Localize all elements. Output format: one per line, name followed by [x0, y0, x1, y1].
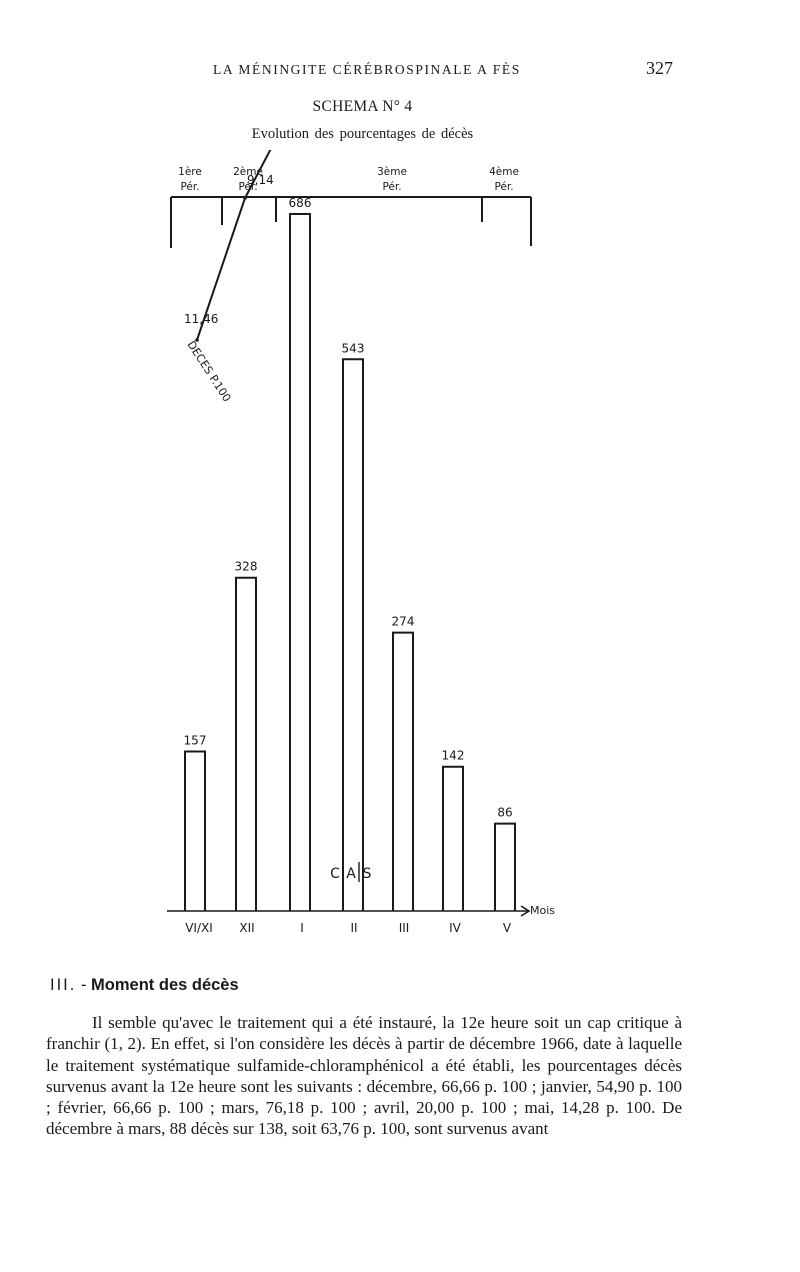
case-bar [495, 824, 515, 911]
deaths-point [243, 196, 247, 200]
period-label-bottom: Pér. [180, 181, 200, 193]
periods-bracket [171, 166, 531, 248]
case-bar [443, 767, 463, 911]
period-label-bottom: Pér. [382, 181, 402, 193]
cas-letter: S [362, 866, 372, 882]
bars-group [184, 196, 515, 911]
period-label-top: 4ème [489, 166, 519, 178]
section-number: III. [50, 976, 77, 994]
case-bar [343, 359, 363, 911]
figure-title: SCHEMA N° 4 [312, 98, 413, 115]
x-axis [167, 904, 555, 935]
x-tick-label: I [300, 921, 304, 935]
x-tick-label: II [350, 921, 358, 935]
section-title: Moment des décès [91, 976, 239, 994]
running-head [0, 58, 800, 86]
section-separator: - [80, 976, 87, 994]
x-tick-label: IV [449, 921, 461, 935]
figure-subtitle: Evolution des pourcentages de décès [251, 126, 474, 142]
case-value-label: 543 [341, 341, 365, 356]
deaths-line-group [184, 150, 522, 404]
deaths-value-label: 11,46 [184, 312, 219, 326]
deaths-line [197, 150, 505, 340]
page-number: 327 [646, 58, 673, 78]
x-tick-label: XII [239, 921, 255, 935]
section-heading [50, 976, 239, 995]
x-tick-label: V [502, 921, 512, 935]
case-value-label: 686 [288, 196, 312, 210]
deaths-value-label: 9,14 [247, 173, 274, 188]
case-bar [236, 578, 256, 911]
cas-label-group [330, 862, 371, 882]
line-series-label: DECES P.100 [184, 338, 234, 405]
case-value-label: 157 [183, 733, 207, 748]
x-tick-label: VI/XI [185, 921, 213, 935]
case-value-label: 142 [441, 748, 465, 763]
x-axis-title: Mois [530, 904, 556, 917]
case-bar [393, 633, 413, 911]
x-tick-label: III [398, 921, 410, 935]
case-bar [185, 751, 205, 911]
bar-line-chart [0, 150, 800, 950]
running-title: LA MÉNINGITE CÉRÉBROSPINALE A FÈS [213, 62, 521, 77]
case-bar [290, 214, 310, 911]
case-value-label: 274 [391, 614, 415, 629]
case-value-label: 328 [234, 559, 258, 574]
cas-letter: C [330, 866, 340, 882]
period-label-bottom: Pér. [238, 181, 258, 193]
period-label-top: 1ère [178, 166, 202, 178]
period-label-top: 2ème [233, 166, 263, 178]
cas-letter: A [346, 866, 356, 882]
case-value-label: 86 [497, 805, 513, 820]
period-label-top: 3ème [377, 166, 407, 178]
period-label-bottom: Pér. [494, 181, 514, 193]
body-paragraph: Il semble qu'avec le traitement qui a été instauré, la 12e heure soit un cap critique à franchir (1, 2). En effet, si l'on considère les décès à partir de décembre 1966, date à laquelle le traitement systématique sulfamide-chloramphénicol a été établi, les pourcentages décès survenus avant la 12e heure sont les suivants : décembre, 66,66 p. 100 ; janvier, 54,90 p. 100 ; février, 66,66 p. 100 ; mars, 76,18 p. 100 ; avril, 20,00 p. 100 ; mai, 14,28 p. 100. De décembre à mars, 88 décès sur 138, soit 63,76 p. 100, sont survenus avant [46, 1013, 682, 1139]
